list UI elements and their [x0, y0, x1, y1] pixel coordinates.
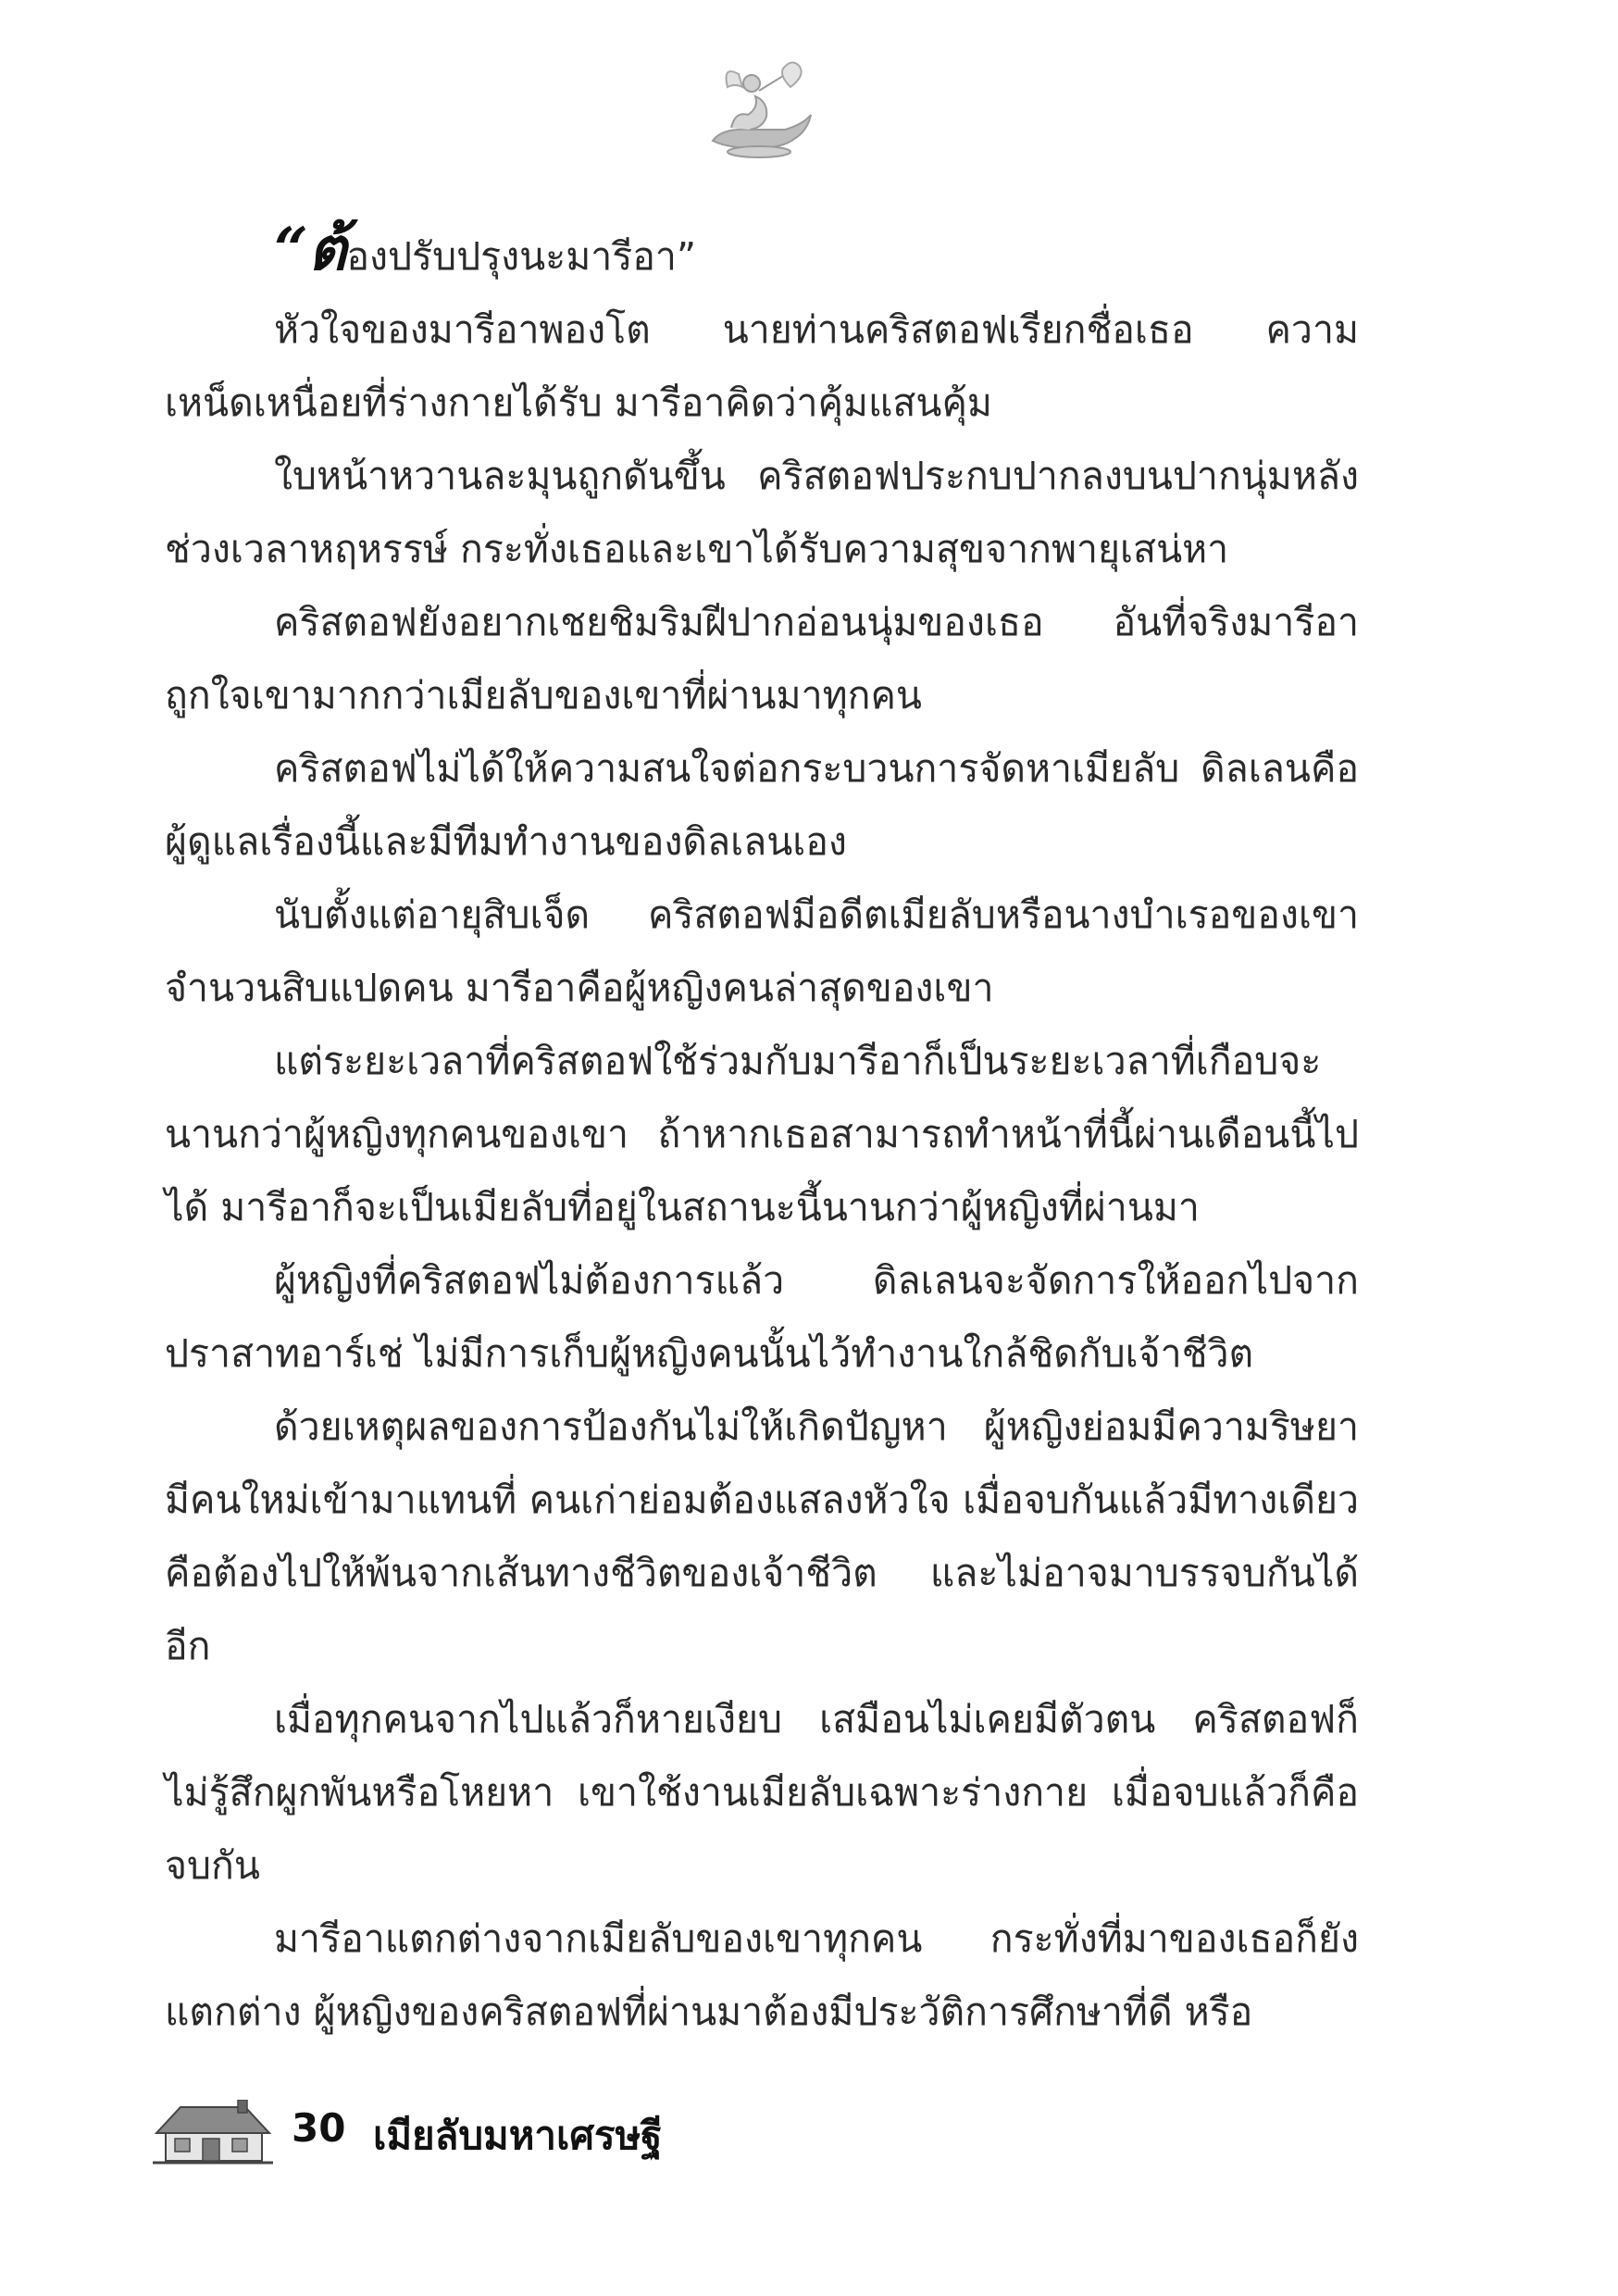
paragraph: หัวใจของมารีอาพองโต นายท่านคริสตอฟเรียกชื่อเธอ ความเหน็ดเหนื่อยที่ร่างกายได้รับ มารีอาคิดว่าคุ้มแสนคุ้ม [165, 307, 1359, 425]
paragraph: นับตั้งแต่อายุสิบเจ็ด คริสตอฟมีอดีตเมียลับหรือนางบำเรอของเขาจำนวนสิบแปดคน มารีอาคือผู้หญิงคนล่าสุดของเขา [165, 892, 1359, 1010]
paragraph: คริสตอฟไม่ได้ให้ความสนใจต่อกระบวนการจัดหาเมียลับ ดิลเลนคือผู้ดูแลเรื่องนี้และมีทีมทำงานของดิลเลนเอง [165, 746, 1359, 864]
body-text [165, 213, 1359, 2049]
book-title: เมียลับมหาเศรษฐี [373, 2113, 663, 2158]
paragraph: ด้วยเหตุผลของการป้องกันไม่ให้เกิดปัญหา ผู้หญิงย่อมมีความริษยา มีคนใหม่เข้ามาแทนที่ คนเก่าย่อมต้องแสลงหัวใจ เมื่อจบกันแล้วมีทางเดียวคือต้องไปให้พ้นจากเส้นทางชีวิตของเจ้าชีวิต และไม่อาจมาบรรจบกันได้อีก [165, 1404, 1359, 1668]
paragraph: คริสตอฟยังอยากเชยชิมริมฝีปากอ่อนนุ่มของเธอ อันที่จริงมารีอาถูกใจเขามากกว่าเมียลับของเขาที่ผ่านมาทุกคน [165, 600, 1359, 718]
quote-dropcap: “ต้ [274, 215, 347, 284]
page-footer [153, 2100, 893, 2174]
page-number: 30 [292, 2105, 346, 2151]
paragraph: ผู้หญิงที่คริสตอฟไม่ต้องการแล้ว ดิลเลนจะจัดการให้ออกไปจากปราสาทอาร์เช่ ไม่มีการเก็บผู้หญิงคนนั้นไว้ทำงานใกล้ชิดกับเจ้าชีวิต [165, 1258, 1359, 1376]
house-icon [153, 2100, 273, 2166]
paragraph: ใบหน้าหวานละมุนถูกดันขึ้น คริสตอฟประกบปากลงบนปากนุ่มหลังช่วงเวลาหฤหรรษ์ กระทั่งเธอและเขาได้รับความสุขจากพายุเสน่หา [165, 454, 1359, 571]
paragraph-text: องปรับปรุงนะมารีอา” [346, 234, 697, 279]
cupid-lamp-ornament-icon [694, 56, 824, 167]
paragraph: มารีอาแตกต่างจากเมียลับของเขาทุกคน กระทั่งที่มาของเธอก็ยังแตกต่าง ผู้หญิงของคริสตอฟที่ผ่านมาต้องมีประวัติการศึกษาที่ดี หรือ [165, 1916, 1359, 2034]
paragraph: เมื่อทุกคนจากไปแล้วก็หายเงียบ เสมือนไม่เคยมีตัวตน คริสตอฟก็ไม่รู้สึกผูกพันหรือโหยหา เขาใช้งานเมียลับเฉพาะร่างกาย เมื่อจบแล้วก็คือจบกัน [165, 1697, 1359, 1888]
paragraph: แต่ระยะเวลาที่คริสตอฟใช้ร่วมกับมารีอาก็เป็นระยะเวลาที่เกือบจะนานกว่าผู้หญิงทุกคนของเขา ถ้าหากเธอสามารถทำหน้าที่นี้ผ่านเดือนนี้ไปได้ มารีอาก็จะเป็นเมียลับที่อยู่ในสถานะนี้นานกว่าผู้หญิงที่ผ่านมา [165, 1039, 1359, 1229]
paragraph [165, 213, 1359, 293]
